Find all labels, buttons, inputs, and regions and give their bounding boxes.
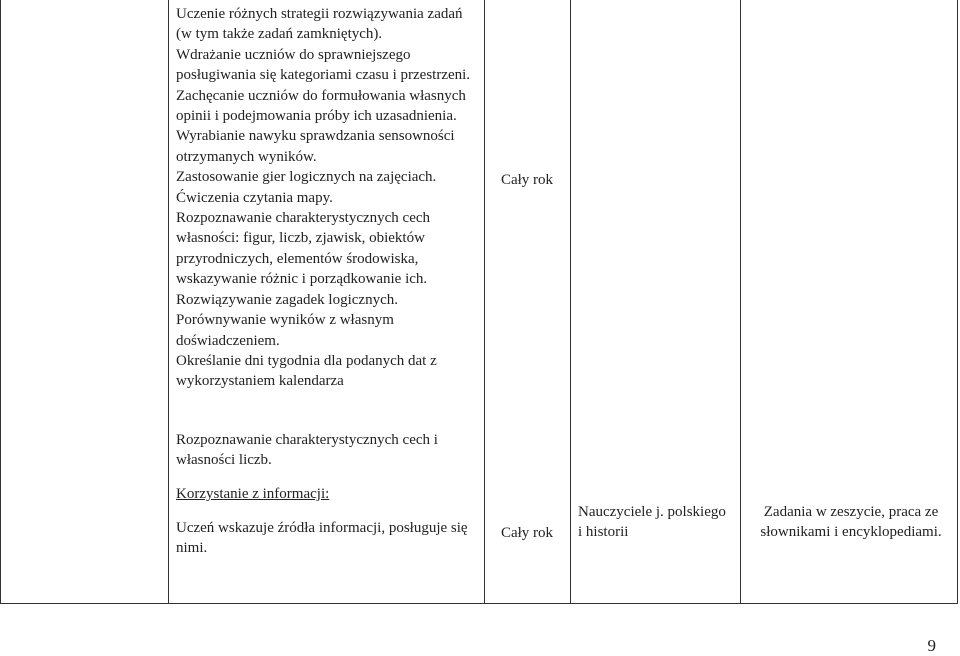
table-border <box>484 0 485 604</box>
row1-content-cell <box>176 4 476 392</box>
content-line: Zastosowanie gier logicznych na zajęciach. <box>176 169 437 186</box>
content-line: Wdrażanie uczniów do sprawniejszego posługiwania się kategoriami czasu i przestrzeni. <box>176 46 471 84</box>
row2-content-top: Rozpoznawanie charakterystycznych cech i własności liczb. <box>176 432 438 469</box>
table-border <box>168 0 169 604</box>
table-border <box>740 0 741 604</box>
content-line: Określanie dni tygodnia dla podanych dat z wykorzystaniem kalendarza <box>176 352 437 390</box>
table-border <box>957 0 958 604</box>
row2-heading: Korzystanie z informacji: <box>176 486 330 502</box>
table-border <box>0 0 1 604</box>
row2-form: Zadania w zeszycie, praca ze słownikami i encyklopediami. <box>760 504 942 541</box>
table-border <box>570 0 571 604</box>
content-line: Ćwiczenia czytania mapy. <box>176 189 333 206</box>
content-line: Uczenie różnych strategii rozwiązywania zadań (w tym także zadań zamkniętych). <box>176 6 463 43</box>
row1-term: Cały rok <box>500 172 554 188</box>
page-number: 9 <box>927 636 936 655</box>
content-line: Porównywanie wyników z własnym doświadczeniem. <box>176 312 394 349</box>
content-line: Zachęcanie uczniów do formułowania własnych opinii i podejmowania próby ich uzasadnienia. <box>176 87 466 125</box>
content-line: Wyrabianie nawyku sprawdzania sensowności otrzymanych wyników. <box>176 128 455 165</box>
row2-content-bottom: Uczeń wskazuje źródła informacji, posługuje się nimi. <box>176 520 468 557</box>
content-line: Rozwiązywanie zagadek logicznych. <box>176 291 398 308</box>
content-line: Rozpoznawanie charakterystycznych cech własności: figur, liczb, zjawisk, obiektów przyrodniczych, elementów środowiska, wskazywanie różnic i porządkowanie ich. <box>176 210 431 288</box>
table-border <box>0 603 958 604</box>
row2-term: Cały rok <box>500 525 554 541</box>
row2-responsible: Nauczyciele j. polskiego i historii <box>578 504 726 541</box>
